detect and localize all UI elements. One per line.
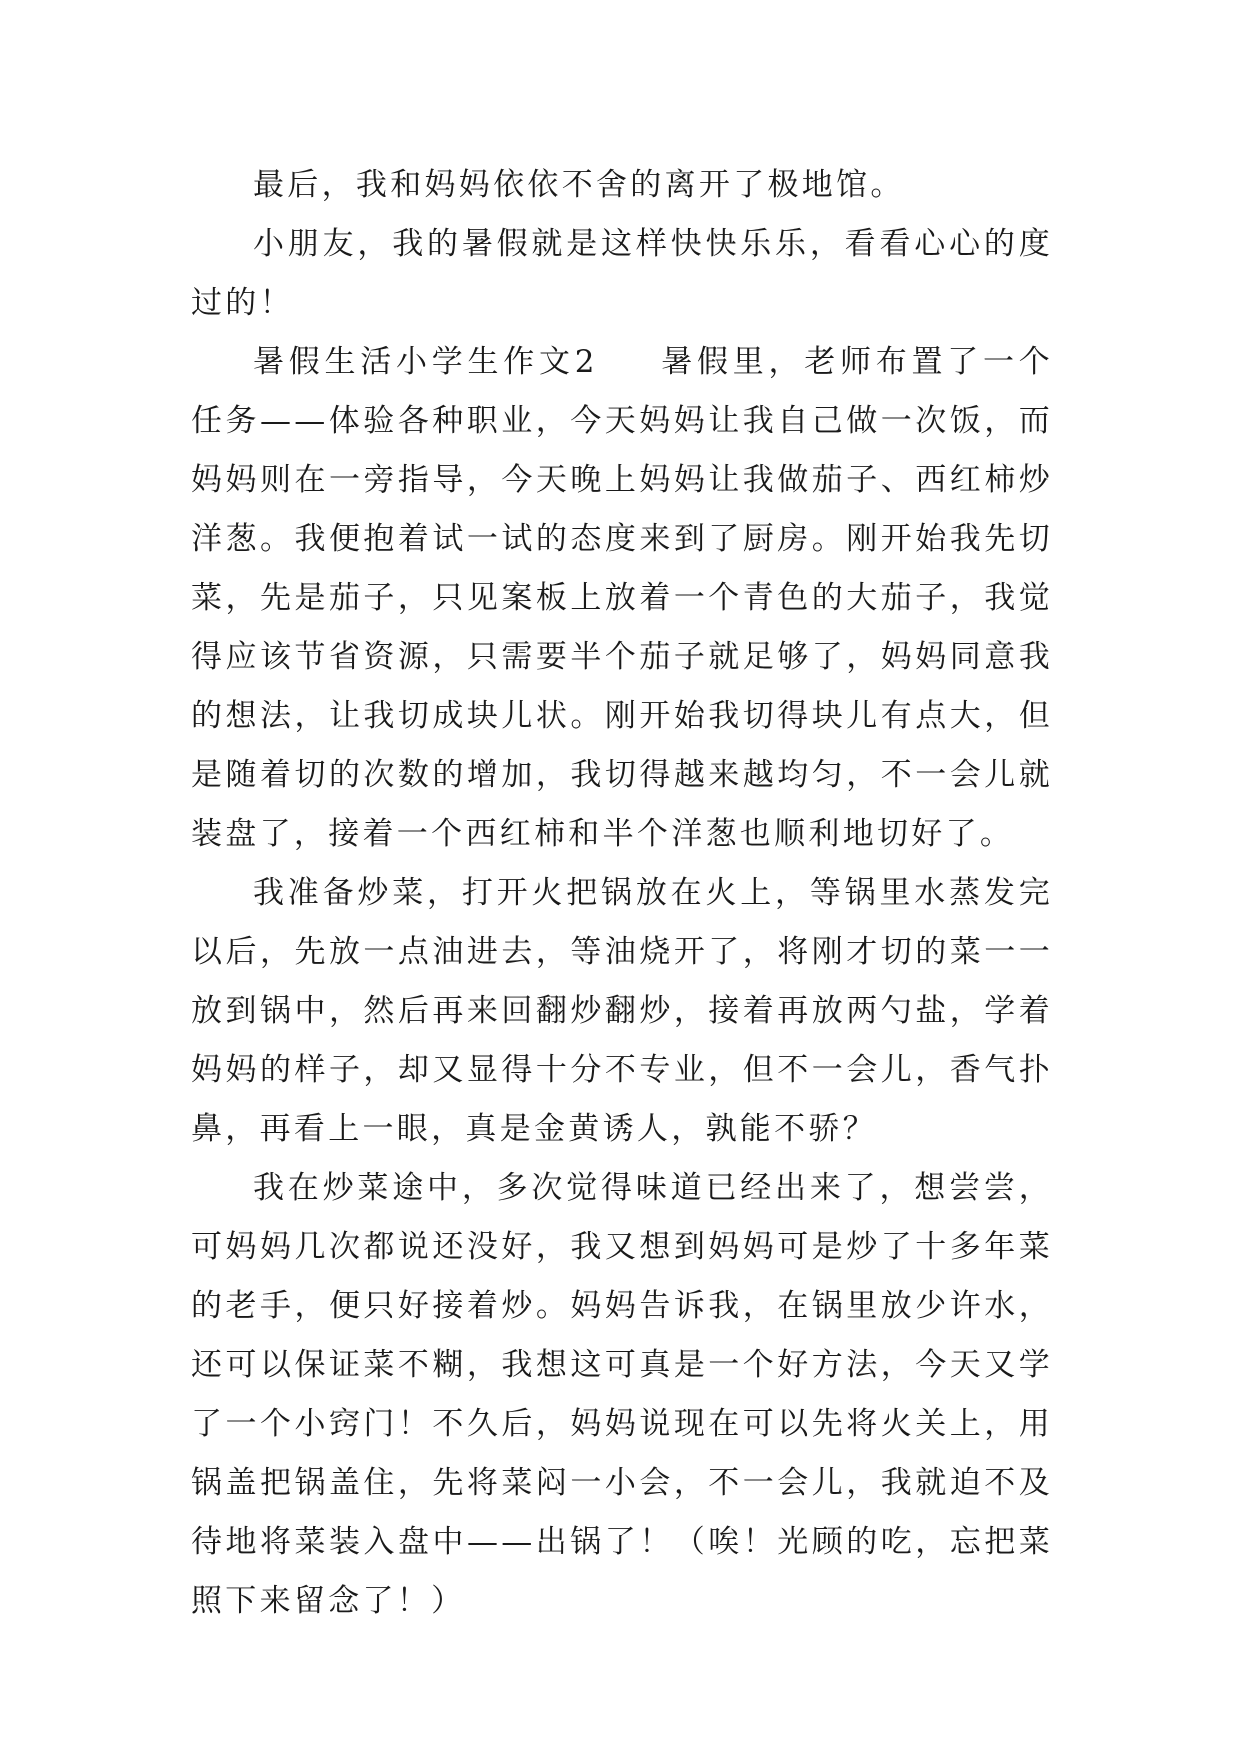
paragraph-tips: 我在炒菜途中，多次觉得味道已经出来了，想尝尝，可妈妈几次都说还没好，我又想到妈妈可是炒了十多年菜的老手，便只好接着炒。妈妈告诉我，在锅里放少许水，还可以保证菜不糊，我想这可真是一个好方法，今天又学了一个小窍门！不久后，妈妈说现在可以先将火关上，用锅盖把锅盖住，先将菜闷一小会，不一会儿，我就迫不及待地将菜装入盘中——出锅了！（唉！光顾的吃，忘把菜照下来留念了！） — [191, 1170, 1053, 1619]
paragraph-summary: 小朋友，我的暑假就是这样快快乐乐，看看心心的度过的！ — [191, 226, 1053, 321]
essay-body-text: 暑假里，老师布置了一个任务——体验各种职业，今天妈妈让我自己做一次饭，而妈妈则在一旁指导，今天晚上妈妈让我做茄子、西红柿炒洋葱。我便抱着试一试的态度来到了厨房。刚开始我先切菜，先是茄子，只见案板上放着一个青色的大茄子，我觉得应该节省资源，只需要半个茄子就足够了，妈妈同意我的想法，让我切成块儿状。刚开始我切得块儿有点大，但是随着切的次数的增加，我切得越来越均匀，不一会儿就装盘了，接着一个西红柿和半个洋葱也顺利地切好了。 — [191, 344, 1053, 852]
paragraph-essay-2-intro — [191, 333, 1053, 864]
document-body — [191, 156, 1053, 1631]
paragraph-farewell: 最后，我和妈妈依依不舍的离开了极地馆。 — [253, 167, 905, 203]
paragraph-cooking: 我准备炒菜，打开火把锅放在火上，等锅里水蒸发完以后，先放一点油进去，等油烧开了，将刚才切的菜一一放到锅中，然后再来回翻炒翻炒，接着再放两勺盐，学着妈妈的样子，却又显得十分不专业，但不一会儿，香气扑鼻，再看上一眼，真是金黄诱人，孰能不骄？ — [191, 875, 1053, 1147]
essay-title: 暑假生活小学生作文2 — [253, 344, 598, 380]
